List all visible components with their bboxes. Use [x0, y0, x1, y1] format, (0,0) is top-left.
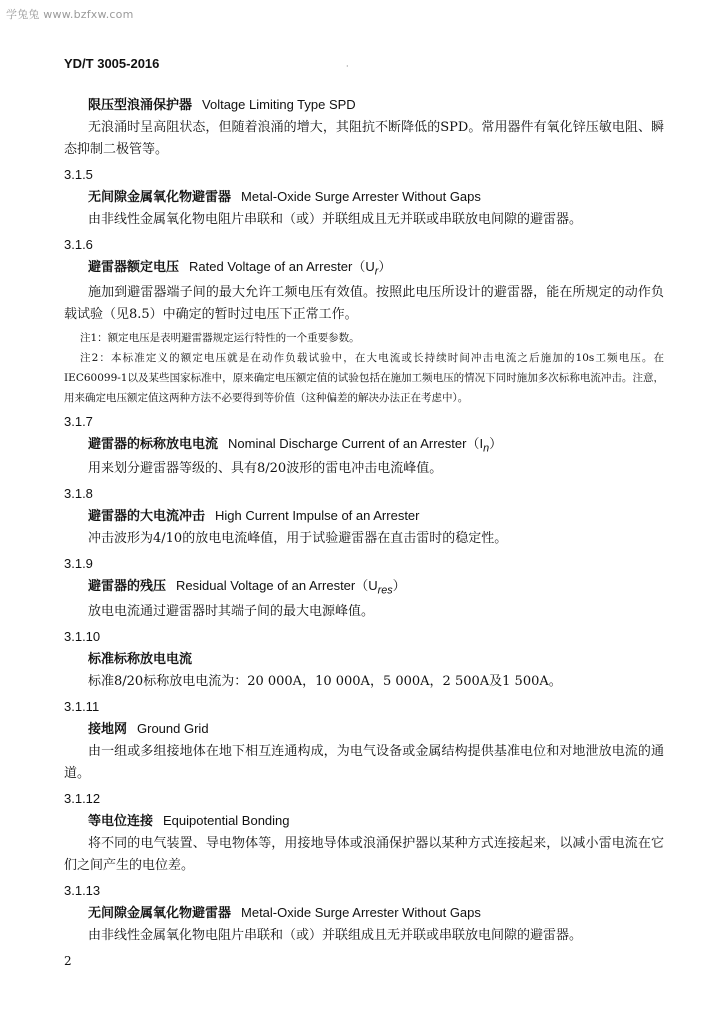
document-body: [64, 90, 664, 949]
definition: 无浪涌时呈高阻状态，但随着浪涌的增大，其阻抗不断降低的SPD。常用器件有氧化锌压敏电阻、瞬态抑制二极管等。: [64, 120, 664, 157]
term-en: [228, 435, 503, 455]
note-1: 注1：额定电压是表明避雷器规定运行特性的一个重要参数。: [80, 331, 360, 344]
term-heading: [88, 94, 664, 113]
note-2: 注2：本标准定义的额定电压就是在动作负载试验中，在大电流或长持续时间冲击电流之后施加的10s工频电压。在IEC60099-1以及某些国家标准中，原来确定电压额定值的试验包括在施加工频电压的情况下同时施加多次标称电流冲击。注意，用来确定电压额定值这两种方法不必要得到等价值（这种偏差的解决办法正在考虑中）。: [64, 351, 664, 404]
term-cn: 限压型浪涌保护器: [88, 98, 193, 113]
watermark: 学兔兔 www.bzfxw.com: [6, 8, 134, 21]
definition: 由非线性金属氧化物电阻片串联和（或）并联组成且无并联或串联放电间隙的避雷器。: [88, 212, 583, 227]
section-number: 3.1.9: [64, 556, 93, 572]
term-heading: [88, 648, 664, 667]
definition: 冲击波形为4/10的放电电流峰值，用于试验避雷器在直击雷时的稳定性。: [88, 531, 508, 547]
term-heading: [88, 505, 664, 524]
term-en-text: Residual Voltage of an Arrester（U: [176, 578, 378, 594]
standard-number: YD/T 3005-2016: [64, 56, 160, 71]
symbol-subscript: r: [374, 265, 379, 278]
section-number: 3.1.7: [64, 413, 93, 429]
section-number: 3.1.10: [64, 628, 101, 644]
header-dot: ·: [346, 62, 349, 71]
term-en: [189, 259, 392, 278]
term-cn: 无间隙金属氧化物避雷器: [88, 190, 232, 205]
term-heading: [88, 186, 664, 205]
term-heading: [88, 256, 664, 278]
term-heading: [88, 902, 664, 921]
definition: 用来划分避雷器等级的、具有8/20波形的雷电冲击电流峰值。: [88, 461, 443, 477]
definition: 放电电流通过避雷器时其端子间的最大电源峰值。: [88, 603, 375, 619]
term-cn: 标准标称放电电流: [88, 651, 193, 667]
term-cn: 等电位连接: [88, 813, 154, 829]
section-number: 3.1.5: [64, 167, 93, 182]
term-en: Equipotential Bonding: [163, 812, 290, 828]
definition: 标准8/20标称放电电流为：20 000A，10 000A，5 000A，2 500A及1 500A。: [88, 673, 562, 689]
term-en-close: ）: [489, 435, 503, 451]
term-en: High Current Impulse of an Arrester: [215, 508, 420, 524]
section-number: 3.1.8: [64, 486, 93, 502]
term-en: [176, 578, 406, 597]
term-en-text: Rated Voltage of an Arrester（U: [189, 259, 375, 274]
term-cn: 避雷器的残压: [88, 579, 167, 595]
term-cn: 避雷器的标称放电电流: [88, 436, 219, 452]
definition: 由非线性金属氧化物电阻片串联和（或）并联组成且无并联或串联放电间隙的避雷器。: [88, 927, 583, 943]
definition: 施加到避雷器端子间的最大允许工频电压有效值。按照此电压所设计的避雷器，能在所规定的动作负载试验（见8.5）中确定的暂时过电压下正常工作。: [64, 284, 664, 322]
page-number: 2: [64, 954, 72, 968]
term-heading: [88, 810, 664, 829]
term-en-close: ）: [378, 259, 392, 274]
term-heading: [88, 575, 664, 597]
term-cn: 避雷器额定电压: [88, 260, 180, 275]
definition: 由一组或多组接地体在地下相互连通构成，为电气设备或金属结构提供基准电位和对地泄放电流的通道。: [64, 743, 664, 781]
term-cn: 无间隙金属氧化物避雷器: [88, 905, 232, 921]
term-en: Metal-Oxide Surge Arrester Without Gaps: [241, 904, 481, 920]
term-heading: [88, 718, 664, 737]
term-en: Ground Grid: [137, 720, 209, 736]
term-en-close: ）: [392, 578, 406, 594]
section-number: 3.1.6: [64, 237, 93, 252]
term-cn: 避雷器的大电流冲击: [88, 509, 206, 525]
term-heading: [88, 433, 664, 455]
term-cn: 接地网: [88, 721, 128, 737]
definition: 将不同的电气装置、导电物体等，用接地导体或浪涌保护器以某种方式连接起来，以减小雷电流在它们之间产生的电位差。: [64, 835, 664, 873]
term-en: Voltage Limiting Type SPD: [202, 97, 356, 112]
section-number: 3.1.13: [64, 882, 101, 898]
term-en: Metal-Oxide Surge Arrester Without Gaps: [241, 189, 481, 204]
section-number: 3.1.11: [64, 698, 100, 714]
symbol-subscript: res: [377, 584, 393, 597]
section-number: 3.1.12: [64, 790, 101, 806]
term-en-text: Nominal Discharge Current of an Arrester（I: [228, 435, 484, 451]
symbol-subscript: n: [483, 442, 490, 455]
